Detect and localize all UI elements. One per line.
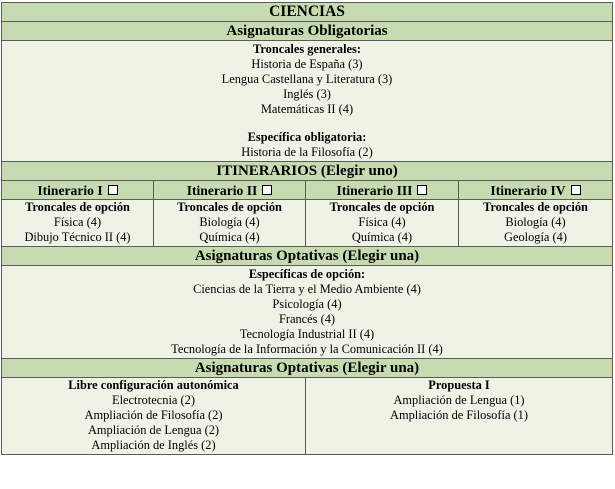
subject-item: Biología (4) — [199, 215, 260, 229]
troncales-opcion-title: Troncales de opción — [25, 200, 130, 214]
subject-item: Biología (4) — [505, 215, 566, 229]
itinerario-label: Itinerario IV — [490, 182, 566, 198]
optativa-item: Francés (4) — [278, 312, 336, 326]
especifica-obligatoria-title: Específica obligatoria: — [247, 130, 367, 144]
troncal-item: Lengua Castellana y Literatura (3) — [221, 72, 393, 86]
troncal-item: Matemáticas II (4) — [260, 102, 354, 116]
troncal-item: Inglés (3) — [283, 87, 331, 101]
itinerario-label: Itinerario II — [186, 182, 258, 198]
troncales-opcion-title: Troncales de opción — [329, 200, 435, 214]
libre-item: Ampliación de Lengua (2) — [87, 423, 220, 437]
optativas-header: Asignaturas Optativas (Elegir una) — [2, 247, 613, 266]
libre-item: Electrotecnia (2) — [112, 393, 195, 407]
propuesta-cell — [306, 378, 613, 455]
itinerario-2-header[interactable] — [154, 181, 306, 200]
optativa-item: Tecnología Industrial II (4) — [239, 327, 375, 341]
libre-item: Ampliación de Filosofía (2) — [84, 408, 223, 422]
propuesta-item: Ampliación de Filosofía (1) — [390, 408, 528, 422]
subjects-table — [1, 2, 613, 455]
optativas-header-2: Asignaturas Optativas (Elegir una) — [2, 359, 613, 378]
subject-item: Dibujo Técnico II (4) — [24, 230, 131, 244]
checkbox-icon[interactable] — [262, 185, 272, 195]
itinerarios-header: ITINERARIOS (Elegir uno) — [2, 162, 613, 181]
especificas-opcion-title: Específicas de opción: — [248, 267, 366, 281]
subject-item: Física (4) — [358, 215, 406, 229]
troncales-generales-title: Troncales generales: — [253, 42, 361, 56]
troncales-opcion-title: Troncales de opción — [177, 200, 282, 214]
table-title: CIENCIAS — [2, 3, 613, 22]
checkbox-icon[interactable] — [108, 185, 118, 195]
optativa-item: Tecnología de la Información y la Comunicación II (4) — [171, 342, 443, 356]
itinerario-3-header[interactable] — [306, 181, 459, 200]
itinerario-label: Itinerario I — [37, 182, 103, 198]
optativa-item: Ciencias de la Tierra y el Medio Ambiente (4) — [193, 282, 421, 296]
troncales-opcion-title: Troncales de opción — [483, 200, 588, 214]
optativas-block — [2, 266, 613, 359]
itinerario-4-header[interactable] — [459, 181, 613, 200]
libre-item: Ampliación de Inglés (2) — [91, 438, 216, 452]
subject-item: Química (4) — [199, 230, 260, 244]
obligatorias-header: Asignaturas Obligatorias — [2, 22, 613, 41]
itinerario-4-content — [459, 200, 613, 247]
itinerario-3-content — [306, 200, 459, 247]
libre-configuracion-cell — [2, 378, 306, 455]
itinerario-1-content — [2, 200, 154, 247]
itinerario-1-header[interactable] — [2, 181, 154, 200]
libre-configuracion-title: Libre configuración autonómica — [68, 378, 239, 392]
subject-item: Química (4) — [351, 230, 413, 244]
itinerario-2-content — [154, 200, 306, 247]
itinerario-label: Itinerario III — [336, 182, 413, 198]
especifica-item: Historia de la Filosofía (2) — [241, 145, 373, 159]
propuesta-item: Ampliación de Lengua (1) — [393, 393, 525, 407]
subject-item: Geología (4) — [504, 230, 567, 244]
propuesta-title: Propuesta I — [428, 378, 490, 392]
optativa-item: Psicología (4) — [272, 297, 342, 311]
obligatorias-block — [2, 41, 613, 162]
checkbox-icon[interactable] — [417, 185, 427, 195]
subject-item: Física (4) — [53, 215, 102, 229]
checkbox-icon[interactable] — [571, 185, 581, 195]
troncal-item: Historia de España (3) — [251, 57, 363, 71]
